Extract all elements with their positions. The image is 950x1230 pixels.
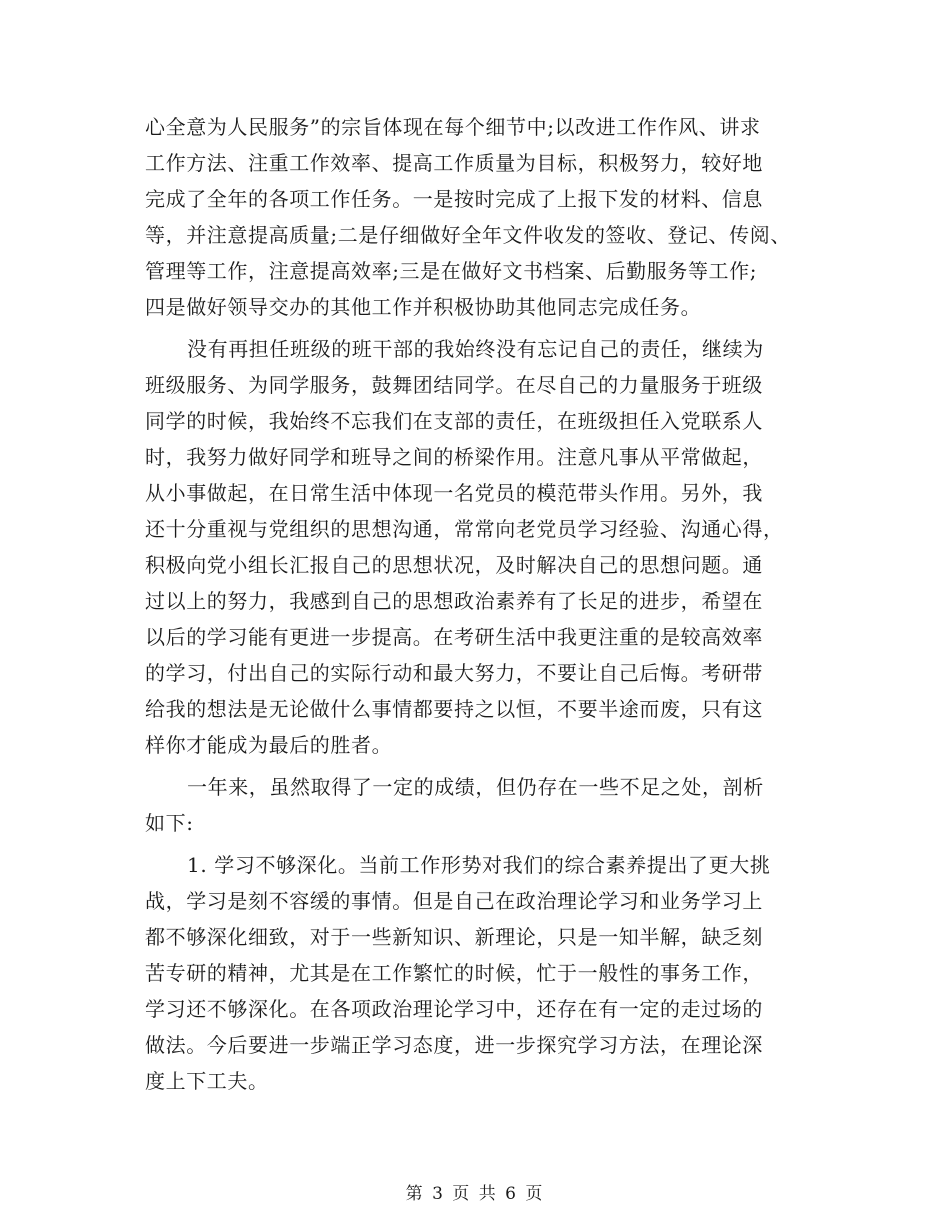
text-line: 同学的时候，我始终不忘我们在支部的责任，在班级担任入党联系人: [145, 409, 763, 433]
text-line: 以后的学习能有更进一步提高。在考研生活中我更注重的是较高效率: [145, 625, 763, 649]
text-line: 等，并注意提高质量;二是仔细做好全年文件收发的签收、登记、传阅、: [145, 223, 791, 247]
text-line: 的学习，付出自己的实际行动和最大努力，不要让自己后悔。考研带: [145, 661, 763, 685]
text-line: 积极向党小组长汇报自己的思想状况，及时解决自己的思想问题。通: [145, 553, 763, 577]
text-line: 给我的想法是无论做什么事情都要持之以恒，不要半途而废，只有这: [145, 697, 763, 721]
text-line: 四是做好领导交办的其他工作并积极协助其他同志完成任务。: [145, 295, 702, 319]
text-line: 度上下工夫。: [145, 1069, 269, 1093]
text-line: 样你才能成为最后的胜者。: [145, 733, 393, 757]
text-line: 还十分重视与党组织的思想沟通，常常向老党员学习经验、沟通心得，: [145, 517, 784, 541]
text-line: 做法。今后要进一步端正学习态度，进一步探究学习方法，在理论深: [145, 1033, 763, 1057]
paragraph-first-line: 没有再担任班级的班干部的我始终没有忘记自己的责任，继续为: [187, 337, 764, 361]
paragraph-first-line: 1. 学习不够深化。当前工作形势对我们的综合素养提出了更大挑: [187, 853, 771, 877]
text-line: 都不够深化细致，对于一些新知识、新理论，只是一知半解，缺乏刻: [145, 925, 763, 949]
text-line: 心全意为人民服务”的宗旨体现在每个细节中;以改进工作作风、讲求: [145, 115, 761, 139]
text-line: 从小事做起，在日常生活中体现一名党员的模范带头作用。另外，我: [145, 481, 763, 505]
text-line: 班级服务、为同学服务，鼓舞团结同学。在尽自己的力量服务于班级: [145, 373, 763, 397]
text-line: 时，我努力做好同学和班导之间的桥梁作用。注意凡事从平常做起，: [145, 445, 763, 469]
text-line: 工作方法、注重工作效率、提高工作质量为目标，积极努力，较好地: [145, 151, 763, 175]
text-line: 学习还不够深化。在各项政治理论学习中，还存在有一定的走过场的: [145, 997, 763, 1021]
text-line: 完成了全年的各项工作任务。一是按时完成了上报下发的材料、信息: [145, 187, 763, 211]
paragraph-first-line: 一年来，虽然取得了一定的成绩，但仍存在一些不足之处，剖析: [187, 775, 764, 799]
text-line: 管理等工作，注意提高效率;三是在做好文书档案、后勤服务等工作;: [145, 259, 758, 283]
text-line: 过以上的努力，我感到自己的思想政治素养有了长足的进步，希望在: [145, 589, 763, 613]
text-line: 战，学习是刻不容缓的事情。但是自己在政治理论学习和业务学习上: [145, 889, 763, 913]
text-line: 苦专研的精神，尤其是在工作繁忙的时候，忙于一般性的事务工作，: [145, 961, 763, 985]
text-line: 如下:: [145, 811, 194, 835]
page-number-footer: 第 3 页 共 6 页: [405, 1184, 545, 1204]
